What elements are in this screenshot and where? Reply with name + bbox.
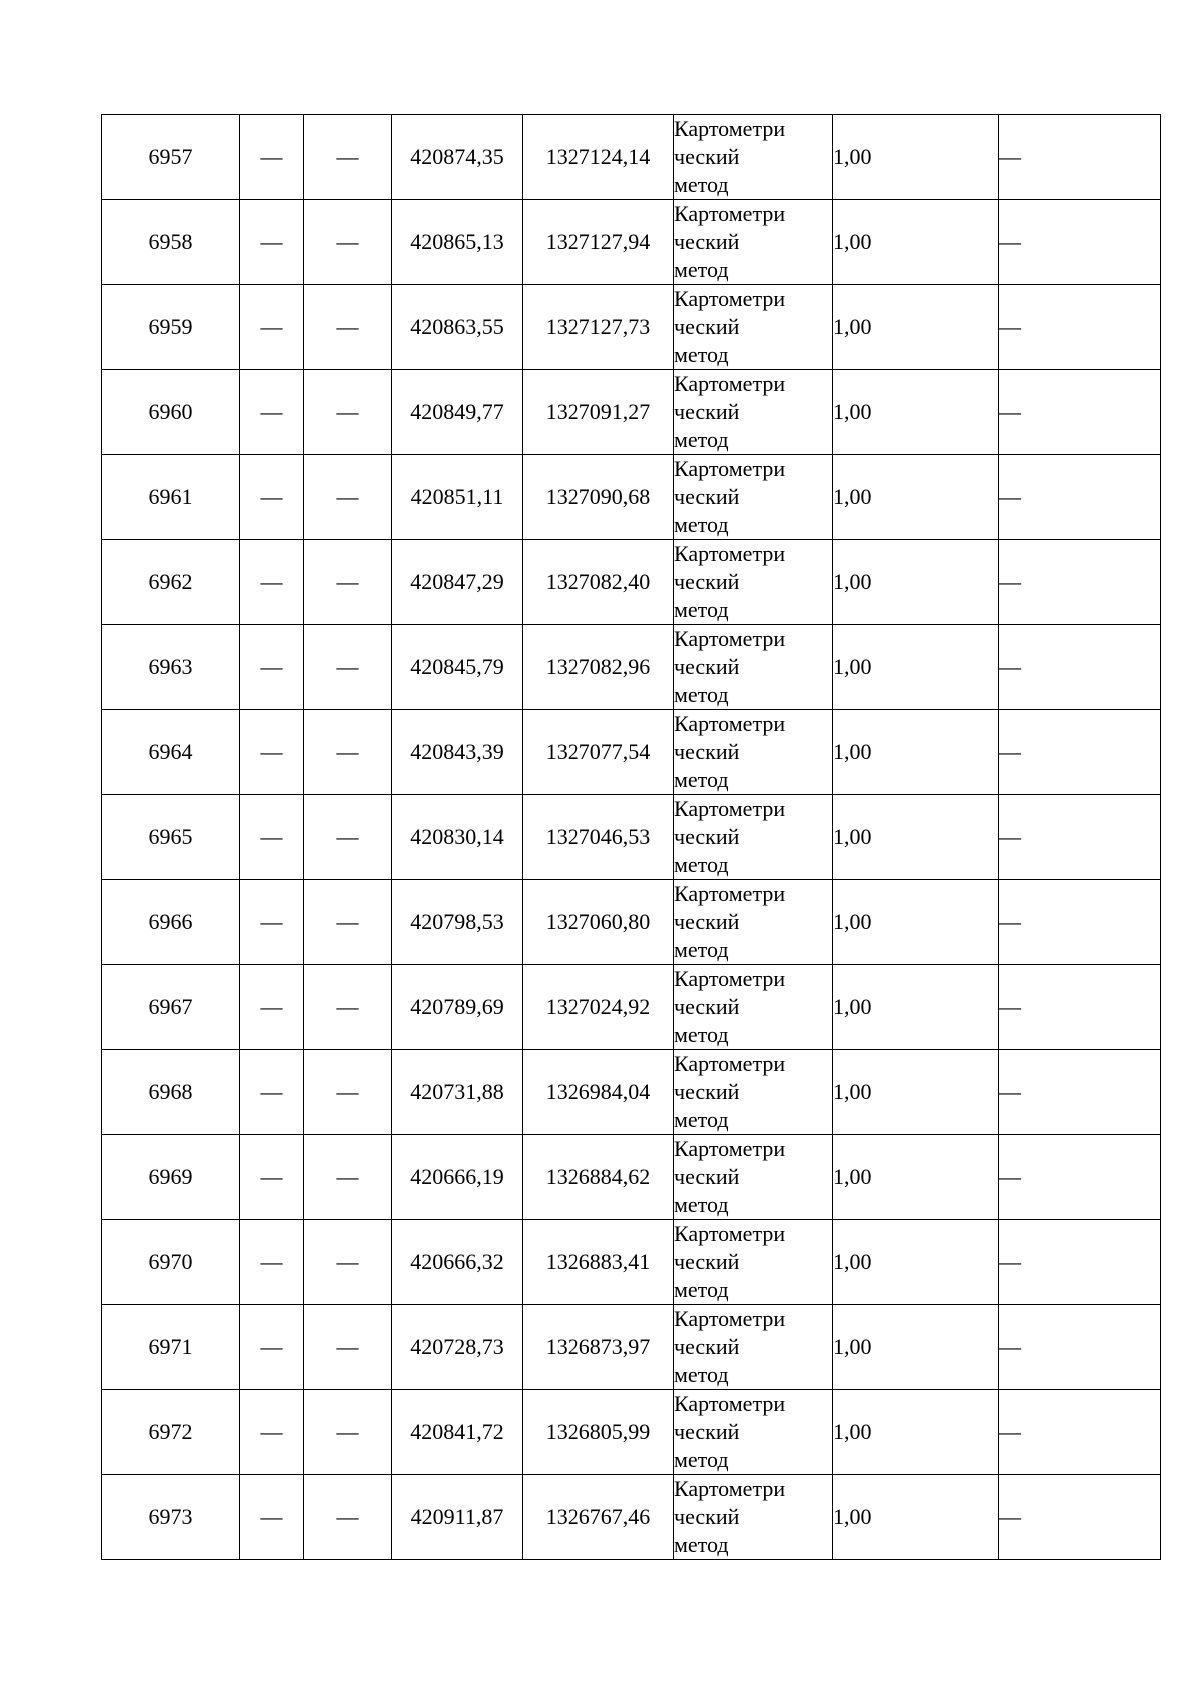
method-cell [674,285,833,370]
accuracy-cell: 1,00 [833,1220,999,1305]
accuracy-cell: 1,00 [833,880,999,965]
old-x-cell: — [240,710,304,795]
method-cell [674,880,833,965]
accuracy-cell: 1,00 [833,625,999,710]
point-number-cell: 6957 [102,115,240,200]
description-cell: — [999,370,1161,455]
point-number-cell: 6968 [102,1050,240,1135]
accuracy-cell: 1,00 [833,1135,999,1220]
method-text-line: Картометри [674,541,786,566]
method-cell [674,1050,833,1135]
method-cell [674,1390,833,1475]
old-x-cell: — [240,880,304,965]
table-row [102,965,1161,1050]
method-cell [674,370,833,455]
point-number-cell: 6966 [102,880,240,965]
method-text-line: метод [674,852,729,877]
x-coordinate-cell: 420847,29 [392,540,523,625]
accuracy-cell: 1,00 [833,200,999,285]
y-coordinate-cell: 1326805,99 [523,1390,674,1475]
table-row [102,455,1161,540]
table-row [102,880,1161,965]
y-coordinate-cell: 1326767,46 [523,1475,674,1560]
point-number-cell: 6971 [102,1305,240,1390]
method-text-line: Картометри [674,1051,786,1076]
point-number-cell: 6961 [102,455,240,540]
old-y-cell: — [304,1135,392,1220]
old-y-cell: — [304,1305,392,1390]
accuracy-cell: 1,00 [833,455,999,540]
point-number-cell: 6970 [102,1220,240,1305]
old-y-cell: — [304,455,392,540]
y-coordinate-cell: 1327046,53 [523,795,674,880]
old-y-cell: — [304,880,392,965]
method-text-line: метод [674,427,729,452]
old-x-cell: — [240,200,304,285]
method-text-line: Картометри [674,711,786,736]
method-text-line: Картометри [674,286,786,311]
method-text-line: ческий [674,824,740,849]
point-number-cell: 6973 [102,1475,240,1560]
table-row [102,625,1161,710]
y-coordinate-cell: 1326884,62 [523,1135,674,1220]
x-coordinate-cell: 420789,69 [392,965,523,1050]
description-cell: — [999,1475,1161,1560]
method-text-line: метод [674,1532,729,1557]
method-text-line: Картометри [674,371,786,396]
method-text-line: метод [674,257,729,282]
point-number-cell: 6959 [102,285,240,370]
method-text-line: ческий [674,1079,740,1104]
accuracy-cell: 1,00 [833,710,999,795]
method-text-line: метод [674,1447,729,1472]
method-cell [674,1135,833,1220]
old-x-cell: — [240,1305,304,1390]
y-coordinate-cell: 1327077,54 [523,710,674,795]
y-coordinate-cell: 1327082,40 [523,540,674,625]
x-coordinate-cell: 420841,72 [392,1390,523,1475]
method-text-line: метод [674,937,729,962]
description-cell: — [999,455,1161,540]
old-y-cell: — [304,285,392,370]
method-cell [674,1305,833,1390]
method-text-line: Картометри [674,1136,786,1161]
table-row [102,1050,1161,1135]
point-number-cell: 6963 [102,625,240,710]
point-number-cell: 6964 [102,710,240,795]
method-text-line: Картометри [674,966,786,991]
old-x-cell: — [240,1220,304,1305]
y-coordinate-cell: 1327090,68 [523,455,674,540]
old-y-cell: — [304,1220,392,1305]
method-cell [674,455,833,540]
table-row [102,370,1161,455]
y-coordinate-cell: 1326984,04 [523,1050,674,1135]
method-text-line: ческий [674,1334,740,1359]
description-cell: — [999,200,1161,285]
method-text-line: ческий [674,1164,740,1189]
method-text-line: метод [674,172,729,197]
x-coordinate-cell: 420865,13 [392,200,523,285]
table-row [102,1475,1161,1560]
accuracy-cell: 1,00 [833,1390,999,1475]
x-coordinate-cell: 420666,32 [392,1220,523,1305]
old-y-cell: — [304,540,392,625]
old-x-cell: — [240,1390,304,1475]
method-text-line: метод [674,1192,729,1217]
method-text-line: метод [674,1277,729,1302]
table-body [102,115,1161,1560]
old-y-cell: — [304,795,392,880]
method-text-line: метод [674,1022,729,1047]
x-coordinate-cell: 420731,88 [392,1050,523,1135]
y-coordinate-cell: 1327060,80 [523,880,674,965]
method-cell [674,115,833,200]
description-cell: — [999,285,1161,370]
table-row [102,115,1161,200]
accuracy-cell: 1,00 [833,1050,999,1135]
accuracy-cell: 1,00 [833,965,999,1050]
old-x-cell: — [240,1050,304,1135]
method-text-line: Картометри [674,1306,786,1331]
x-coordinate-cell: 420830,14 [392,795,523,880]
old-y-cell: — [304,200,392,285]
description-cell: — [999,1390,1161,1475]
method-text-line: ческий [674,229,740,254]
accuracy-cell: 1,00 [833,795,999,880]
accuracy-cell: 1,00 [833,1475,999,1560]
method-text-line: ческий [674,1419,740,1444]
point-number-cell: 6965 [102,795,240,880]
y-coordinate-cell: 1327127,73 [523,285,674,370]
method-text-line: ческий [674,909,740,934]
method-text-line: Картометри [674,796,786,821]
point-number-cell: 6972 [102,1390,240,1475]
method-text-line: Картометри [674,1476,786,1501]
method-text-line: ческий [674,569,740,594]
method-text-line: ческий [674,484,740,509]
description-cell: — [999,1050,1161,1135]
x-coordinate-cell: 420851,11 [392,455,523,540]
method-text-line: ческий [674,654,740,679]
description-cell: — [999,1220,1161,1305]
x-coordinate-cell: 420845,79 [392,625,523,710]
y-coordinate-cell: 1326873,97 [523,1305,674,1390]
description-cell: — [999,795,1161,880]
method-text-line: ческий [674,144,740,169]
table-row [102,1220,1161,1305]
old-x-cell: — [240,1135,304,1220]
point-number-cell: 6969 [102,1135,240,1220]
x-coordinate-cell: 420874,35 [392,115,523,200]
y-coordinate-cell: 1327091,27 [523,370,674,455]
description-cell: — [999,710,1161,795]
method-cell [674,965,833,1050]
old-y-cell: — [304,710,392,795]
y-coordinate-cell: 1327124,14 [523,115,674,200]
method-text-line: ческий [674,1249,740,1274]
old-x-cell: — [240,625,304,710]
method-cell [674,1220,833,1305]
coordinates-table [101,114,1161,1560]
method-text-line: метод [674,512,729,537]
point-number-cell: 6967 [102,965,240,1050]
old-y-cell: — [304,1050,392,1135]
old-x-cell: — [240,540,304,625]
table-row [102,540,1161,625]
accuracy-cell: 1,00 [833,540,999,625]
description-cell: — [999,1135,1161,1220]
old-y-cell: — [304,370,392,455]
old-y-cell: — [304,1475,392,1560]
method-text-line: ческий [674,994,740,1019]
method-cell [674,200,833,285]
method-cell [674,540,833,625]
table-row [102,200,1161,285]
method-text-line: ческий [674,1504,740,1529]
method-text-line: ческий [674,399,740,424]
method-text-line: метод [674,1362,729,1387]
old-x-cell: — [240,1475,304,1560]
accuracy-cell: 1,00 [833,115,999,200]
method-cell [674,795,833,880]
x-coordinate-cell: 420911,87 [392,1475,523,1560]
method-text-line: метод [674,1107,729,1132]
y-coordinate-cell: 1327082,96 [523,625,674,710]
y-coordinate-cell: 1326883,41 [523,1220,674,1305]
y-coordinate-cell: 1327024,92 [523,965,674,1050]
table-row [102,1135,1161,1220]
description-cell: — [999,1305,1161,1390]
method-text-line: Картометри [674,201,786,226]
accuracy-cell: 1,00 [833,1305,999,1390]
x-coordinate-cell: 420863,55 [392,285,523,370]
method-text-line: ческий [674,314,740,339]
old-x-cell: — [240,965,304,1050]
old-x-cell: — [240,115,304,200]
method-cell [674,625,833,710]
x-coordinate-cell: 420728,73 [392,1305,523,1390]
method-text-line: метод [674,342,729,367]
x-coordinate-cell: 420843,39 [392,710,523,795]
table-row [102,1305,1161,1390]
point-number-cell: 6962 [102,540,240,625]
table-row [102,1390,1161,1475]
description-cell: — [999,540,1161,625]
method-cell [674,710,833,795]
point-number-cell: 6960 [102,370,240,455]
description-cell: — [999,625,1161,710]
accuracy-cell: 1,00 [833,285,999,370]
table-row [102,710,1161,795]
method-text-line: метод [674,682,729,707]
old-y-cell: — [304,1390,392,1475]
old-x-cell: — [240,285,304,370]
description-cell: — [999,965,1161,1050]
method-text-line: Картометри [674,1391,786,1416]
method-text-line: Картометри [674,1221,786,1246]
x-coordinate-cell: 420666,19 [392,1135,523,1220]
method-text-line: метод [674,597,729,622]
method-text-line: Картометри [674,456,786,481]
description-cell: — [999,880,1161,965]
table-row [102,795,1161,880]
y-coordinate-cell: 1327127,94 [523,200,674,285]
old-x-cell: — [240,795,304,880]
old-x-cell: — [240,370,304,455]
method-text-line: ческий [674,739,740,764]
point-number-cell: 6958 [102,200,240,285]
x-coordinate-cell: 420849,77 [392,370,523,455]
old-x-cell: — [240,455,304,540]
old-y-cell: — [304,625,392,710]
table-row [102,285,1161,370]
method-text-line: Картометри [674,116,786,141]
method-cell [674,1475,833,1560]
old-y-cell: — [304,965,392,1050]
method-text-line: Картометри [674,881,786,906]
method-text-line: метод [674,767,729,792]
x-coordinate-cell: 420798,53 [392,880,523,965]
method-text-line: Картометри [674,626,786,651]
old-y-cell: — [304,115,392,200]
accuracy-cell: 1,00 [833,370,999,455]
description-cell: — [999,115,1161,200]
